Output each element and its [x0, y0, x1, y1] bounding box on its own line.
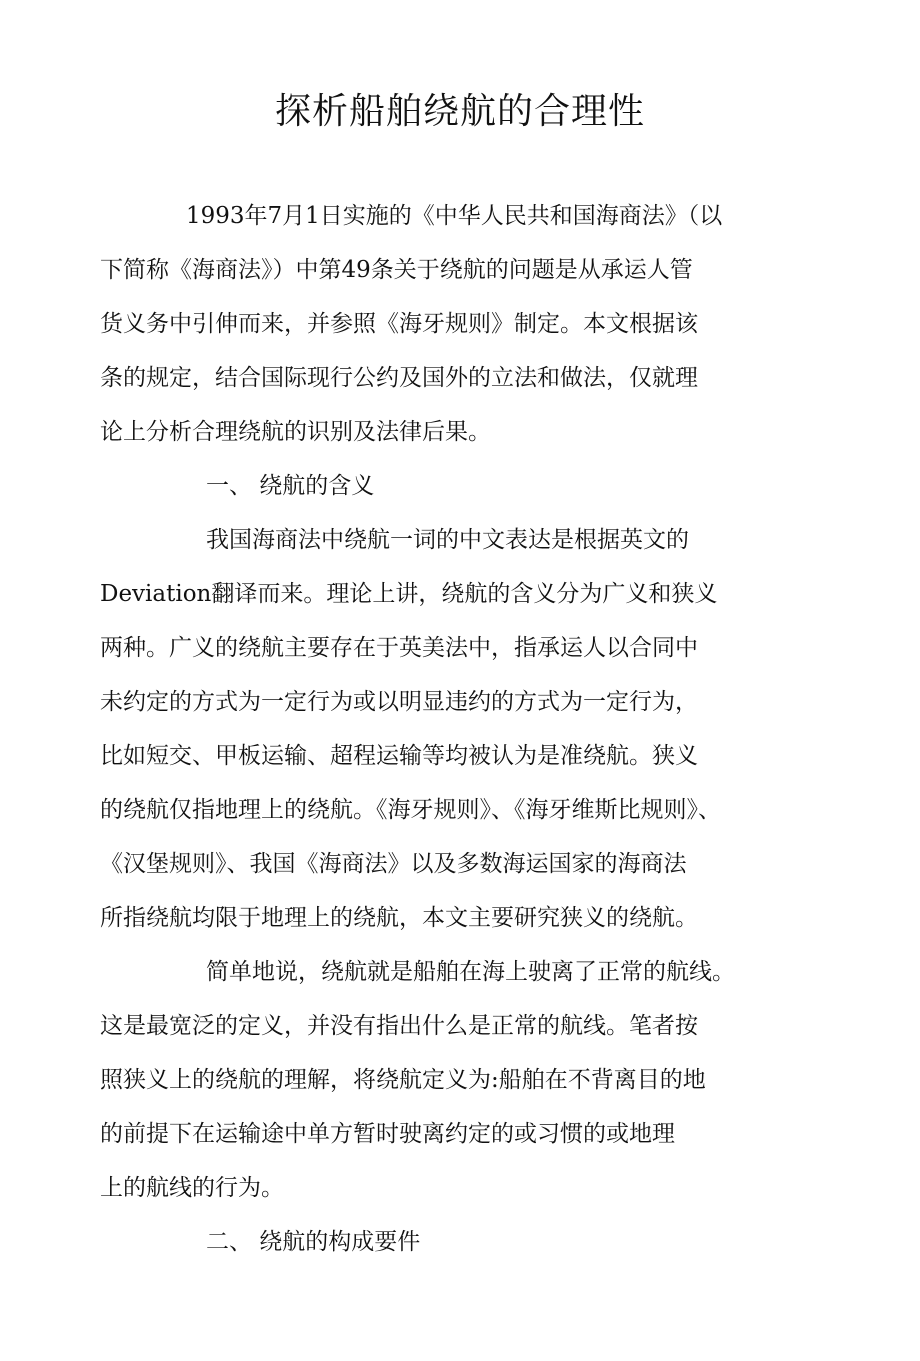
paragraph-1-line-4: 条的规定，结合国际现行公约及国外的立法和做法，仅就理: [100, 365, 698, 391]
paragraph-1-line-2: 下简称《海商法》）中第49条关于绕航的问题是从承运人管: [100, 257, 693, 283]
paragraph-2-line-6: 的绕航仅指地理上的绕航。《海牙规则》、《海牙维斯比规则》、: [100, 797, 721, 823]
paragraph-1-line-5: 论上分析合理绕航的识别及法律后果。: [100, 419, 491, 445]
paragraph-1-line-1: 1993年7月1日实施的《中华人民共和国海商法》（以: [186, 203, 723, 229]
paragraph-3-line-3: 照狭义上的绕航的理解，将绕航定义为:船舶在不背离目的地: [100, 1067, 706, 1093]
paragraph-3-line-2: 这是最宽泛的定义，并没有指出什么是正常的航线。笔者按: [100, 1013, 698, 1039]
paragraph-2-line-3: 两种。广义的绕航主要存在于英美法中，指承运人以合同中: [100, 635, 698, 661]
section-heading-1: 一、 绕航的含义: [206, 473, 375, 499]
paragraph-3-line-4: 的前提下在运输途中单方暂时驶离约定的或习惯的或地理: [100, 1121, 675, 1147]
paragraph-2-line-2: Deviation翻译而来。理论上讲，绕航的含义分为广义和狭义: [100, 581, 718, 607]
paragraph-3-line-1: 简单地说，绕航就是船舶在海上驶离了正常的航线。: [206, 959, 735, 985]
section-heading-2: 二、 绕航的构成要件: [206, 1229, 421, 1255]
paragraph-3-line-5: 上的航线的行为。: [100, 1175, 284, 1201]
document-title: 探析船舶绕航的合理性: [274, 91, 645, 132]
paragraph-2-line-5: 比如短交、甲板运输、超程运输等均被认为是准绕航。狭义: [100, 743, 698, 769]
paragraph-2-line-8: 所指绕航均限于地理上的绕航，本文主要研究狭义的绕航。: [100, 905, 698, 931]
paragraph-2-line-4: 未约定的方式为一定行为或以明显违约的方式为一定行为，: [100, 689, 698, 715]
paragraph-2-line-1: 我国海商法中绕航一词的中文表达是根据英文的: [206, 527, 689, 553]
paragraph-2-line-7: 《汉堡规则》、我国《海商法》以及多数海运国家的海商法: [100, 851, 687, 877]
paragraph-1-line-3: 货义务中引伸而来，并参照《海牙规则》制定。本文根据该: [100, 311, 698, 337]
